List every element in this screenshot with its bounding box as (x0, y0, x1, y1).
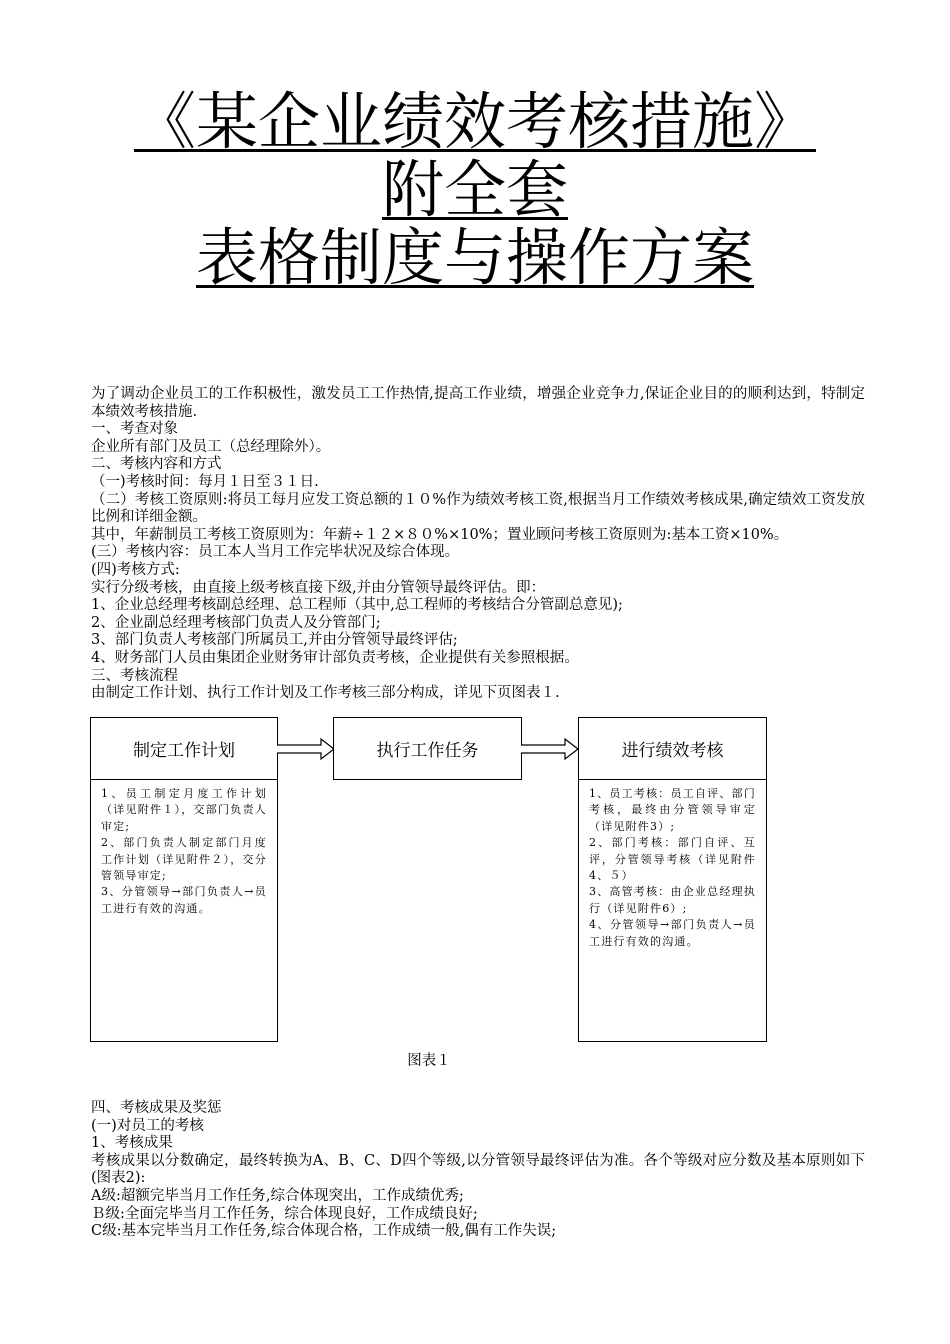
plan-detail-3: 3、分管领导→部门负责人→员工进行有效的沟通。 (101, 885, 267, 915)
evaluate-detail-2: 2、部门考核：部门自评、互评，分管领导考核（详见附件4、５） (589, 836, 756, 883)
evaluate-detail-1: 1、员工考核：员工自评、部门考核，最终由分管领导审定（详见附件3）; (589, 787, 756, 833)
salary-principle: （二）考核工资原则:将员工每月应发工资总额的１０%作为绩效考核工资,根据当月工作绩效考核成果,确定绩效工资发放比例和详细金额。 (91, 491, 865, 526)
evaluate-detail-4: 4、分管领导→部门负责人→员工进行有效的沟通。 (589, 918, 756, 948)
flow-box-evaluate (578, 717, 767, 780)
flow-box-plan (90, 717, 278, 780)
method-item-4: 4、财务部门人员由集团企业财务审计部负责考核，企业提供有关参照根据。 (91, 649, 579, 666)
section-heading-process: 三、考核流程 (91, 667, 178, 684)
flow-arrow-right-icon (277, 738, 335, 760)
section-heading-results: 四、考核成果及奖惩 (91, 1100, 222, 1116)
intro-section (91, 386, 865, 703)
document-title (0, 85, 950, 294)
method-item-3: 3、部门负责人考核部门所属员工,并由分管领导最终评估; (91, 632, 458, 649)
flow-arrow-right-icon (521, 738, 579, 760)
plan-detail-2: 2、部门负责人制定部门月度工作计划（详见附件２），交分管领导审定; (101, 836, 267, 883)
grade-c: C级:基本完毕当月工作任务,综合体现合格，工作成绩一般,偶有工作失误; (91, 1223, 557, 1240)
evaluate-detail-3: 3、高管考核：由企业总经理执行（详见附件6）; (589, 885, 756, 915)
assessment-method-heading: (四)考核方式: (91, 561, 180, 578)
assessment-time: （一)考核时间：每月１日至３１日. (91, 473, 319, 490)
figure-caption: 图表１ (407, 1053, 451, 1069)
title-line-1: 《某企业绩效考核措施》 (133, 85, 816, 158)
plan-detail-1: 1、员工制定月度工作计划（详见附件１），交部门负责人审定; (101, 787, 267, 833)
salary-detail: 其中，年薪制员工考核工资原则为：年薪÷１２×８０%×10%；置业顾问考核工资原则为:基本工资×10%。 (91, 526, 789, 543)
method-item-2: 2、企业副总经理考核部门负责人及分管部门; (91, 614, 381, 631)
method-item-1: 1、企业总经理考核副总经理、总工程师（其中,总工程师的考核结合分管副总意见); (91, 597, 623, 614)
section-heading-objects: 一、考查对象 (91, 421, 178, 438)
objects-text: 企业所有部门及员工（总经理除外）。 (91, 438, 331, 455)
intro-paragraph: 为了调动企业员工的工作积极性，激发员工工作热情,提高工作业绩，增强企业竞争力,保证企业目的的顺利达到，特制定本绩效考核措施. (91, 386, 865, 420)
grade-a: A级:超额完毕当月工作任务,综合体现突出，工作成绩优秀; (91, 1187, 464, 1204)
flow-box-evaluate-details (578, 779, 767, 1042)
process-text: 由制定工作计划、执行工作计划及工作考核三部分构成，详见下页图表１. (91, 685, 560, 702)
results-text: 考核成果以分数确定，最终转换为A、B、C、D四个等级,以分管领导最终评估为准。各个等级对应分数及基本原则如下(图表2): (91, 1152, 865, 1187)
flow-box-execute-title: 执行工作任务 (376, 741, 479, 761)
results-section (91, 1100, 865, 1241)
section-heading-content: 二、考核内容和方式 (91, 456, 222, 473)
title-line-2: 附全套 (381, 153, 568, 226)
flow-box-evaluate-title: 进行绩效考核 (621, 741, 724, 761)
flow-box-execute (333, 717, 522, 780)
assessment-method-text: 实行分级考核，由直接上级考核直接下级,并由分管领导最终评估。即： (91, 579, 546, 596)
assessment-content: (三）考核内容：员工本人当月工作完毕状况及综合体现。 (91, 544, 460, 561)
grade-b: Ｂ级:全面完毕当月工作任务，综合体现良好，工作成绩良好; (91, 1205, 478, 1222)
subheading-results: 1、考核成果 (91, 1135, 173, 1152)
title-line-3: 表格制度与操作方案 (195, 221, 754, 294)
flow-box-plan-title: 制定工作计划 (133, 741, 235, 761)
subheading-employee-assessment: (一)对员工的考核 (91, 1117, 204, 1134)
flow-box-plan-details (90, 779, 278, 1042)
